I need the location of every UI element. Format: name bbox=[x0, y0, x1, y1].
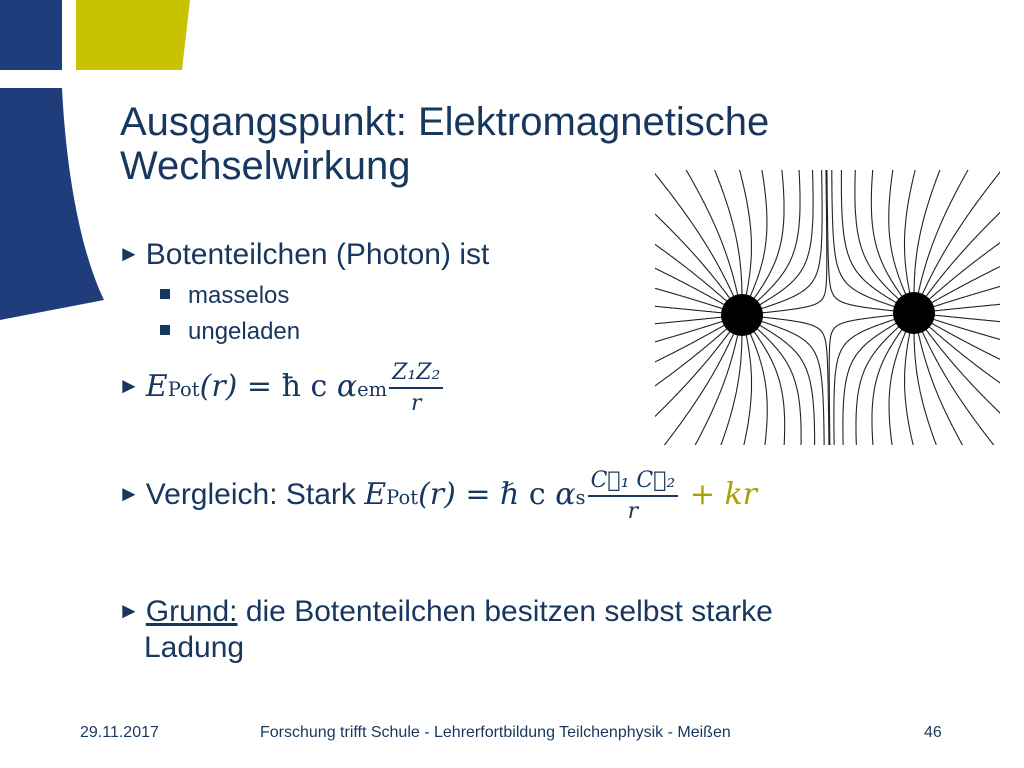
field-line bbox=[924, 327, 1000, 442]
field-line bbox=[930, 318, 1000, 348]
bullet-photon bbox=[118, 238, 489, 272]
field-line bbox=[655, 170, 735, 300]
field-line bbox=[655, 317, 725, 327]
footer-date: 29.11.2017 bbox=[80, 724, 159, 741]
field-line bbox=[655, 185, 732, 301]
field-line bbox=[855, 170, 902, 302]
bullet-arrow-icon: ► bbox=[118, 241, 140, 266]
bullet-arrow-icon: ► bbox=[118, 598, 140, 623]
field-line bbox=[752, 329, 785, 445]
field-line bbox=[736, 332, 752, 445]
field-line bbox=[709, 332, 742, 445]
page-number: 46 bbox=[924, 724, 942, 741]
linear-term: + kr bbox=[689, 477, 758, 512]
field-line bbox=[655, 329, 732, 445]
field-line bbox=[931, 302, 1000, 312]
sub-bullet-ungeladen: ungeladen bbox=[160, 318, 300, 346]
bullet-arrow-icon: ► bbox=[118, 481, 140, 506]
footer-title: Forschung trifft Schule - Lehrerfortbildung Teilchenphysik - Meißen bbox=[260, 724, 731, 741]
field-line bbox=[905, 330, 922, 445]
field-line bbox=[759, 317, 829, 445]
field-line bbox=[871, 170, 904, 299]
field-line bbox=[921, 329, 1000, 446]
field-line bbox=[678, 332, 739, 445]
field-line bbox=[914, 170, 952, 296]
field-line bbox=[702, 170, 742, 298]
field-line bbox=[931, 315, 1000, 325]
bullet-reason: ► Grund: die Botenteilchen besitzen selbst starke Ladung bbox=[118, 595, 773, 664]
em-potential-formula: EPot(r) = ħ c αem $\frac{\text{Z₁Z₂}}{r}$ bbox=[146, 369, 446, 404]
field-line bbox=[914, 330, 949, 445]
field-line bbox=[655, 320, 726, 350]
field-line bbox=[655, 331, 735, 446]
reason-label: Grund: bbox=[145, 595, 238, 628]
field-line bbox=[752, 170, 784, 301]
slide-title-line2: Wechselwirkung bbox=[120, 144, 411, 188]
slide-title-line1: Ausgangspunkt: Elektromagnetische bbox=[120, 100, 770, 144]
square-bullet-icon bbox=[160, 289, 170, 299]
field-line bbox=[655, 280, 726, 310]
field-line bbox=[872, 327, 904, 445]
bullet-strong-comparison: ► Vergleich: Stark EPot(r) = ℏ c αs $\frac{\text{C⃗₁ C⃗₂}}{r}$ + kr bbox=[118, 468, 758, 524]
field-line bbox=[924, 184, 1000, 299]
bullet-em-potential bbox=[118, 360, 445, 416]
field-line bbox=[918, 170, 986, 296]
field-line bbox=[759, 170, 827, 313]
charge-2 bbox=[893, 292, 935, 334]
field-line bbox=[668, 170, 739, 298]
field-line bbox=[918, 330, 981, 445]
field-line bbox=[755, 170, 800, 304]
field-line bbox=[930, 278, 1000, 308]
field-line bbox=[856, 324, 901, 445]
bullet-arrow-icon: ► bbox=[118, 373, 140, 398]
sub-bullet-masselos: masselos bbox=[160, 282, 289, 310]
field-line bbox=[827, 170, 898, 311]
strong-potential-formula: EPot(r) = ℏ c αs $\frac{\text{C⃗₁ C⃗₂}}{r}$ + kr bbox=[364, 468, 758, 524]
field-line bbox=[655, 304, 725, 314]
bullet-photon-text: Botenteilchen (Photon) ist bbox=[145, 238, 490, 271]
field-line bbox=[755, 326, 802, 445]
field-line bbox=[829, 315, 897, 445]
charge-1 bbox=[721, 294, 763, 336]
square-bullet-icon bbox=[160, 325, 170, 335]
dipole-field-diagram bbox=[655, 170, 1000, 445]
